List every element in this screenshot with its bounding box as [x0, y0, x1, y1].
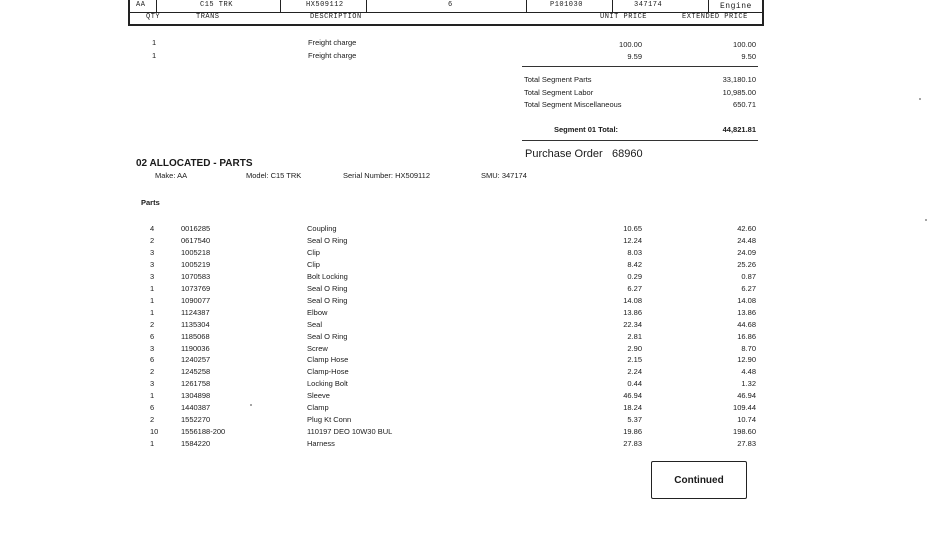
part-unit-price: 2.24	[627, 367, 642, 377]
part-description: Plug Kt Conn	[307, 415, 352, 425]
table-row	[0, 344, 931, 356]
col-qty: QTY	[146, 13, 161, 21]
part-qty: 4	[150, 224, 155, 233]
charge-unit-price: 9.59	[627, 52, 642, 61]
totals-bottom-rule	[522, 140, 758, 141]
part-unit-price: 14.08	[623, 295, 642, 305]
part-extended-price: 24.48	[737, 235, 756, 245]
part-qty: 6	[150, 403, 155, 413]
col-unit-price: UNIT PRICE	[600, 13, 648, 21]
table-row	[0, 415, 931, 427]
part-extended-price: 8.70	[741, 343, 756, 353]
table-row	[0, 272, 931, 284]
part-extended-price: 1.32	[741, 379, 756, 389]
part-number: 1440387	[181, 403, 211, 413]
part-description: Sleeve	[307, 391, 330, 401]
total-segment-misc-value: 650.71	[733, 100, 756, 109]
table-row	[0, 224, 931, 236]
part-unit-price: 0.44	[627, 379, 642, 389]
part-qty: 2	[150, 235, 155, 245]
part-extended-price: 16.86	[737, 331, 756, 341]
part-description: Elbow	[307, 307, 328, 317]
col-description: DESCRIPTION	[310, 13, 362, 21]
part-number: 1245258	[181, 367, 211, 377]
header-po: P101030	[550, 1, 583, 9]
part-unit-price: 2.90	[627, 343, 642, 353]
section-title: 02 ALLOCATED - PARTS	[136, 158, 253, 169]
purchase-order-number: 68960	[612, 148, 643, 160]
part-unit-price: 27.83	[623, 439, 642, 449]
part-extended-price: 109.44	[733, 403, 756, 413]
part-number: 0016285	[181, 224, 211, 233]
part-unit-price: 6.27	[627, 283, 642, 293]
part-qty: 1	[150, 307, 155, 317]
table-row	[0, 284, 931, 296]
continued-box	[651, 461, 747, 499]
part-qty: 1	[150, 295, 155, 305]
part-description: Seal O Ring	[307, 283, 348, 293]
purchase-order-label: Purchase Order	[525, 148, 603, 160]
part-unit-price: 18.24	[623, 403, 642, 413]
part-number: 1070583	[181, 271, 211, 281]
part-unit-price: 5.37	[627, 415, 642, 425]
part-qty: 1	[150, 439, 155, 449]
col-trans: TRANS	[196, 13, 220, 21]
part-qty: 3	[150, 271, 155, 281]
part-number: 1073769	[181, 283, 211, 293]
table-row	[0, 296, 931, 308]
table-row	[0, 403, 931, 415]
part-qty: 3	[150, 343, 155, 353]
part-number: 1552270	[181, 415, 211, 425]
part-description: Coupling	[307, 224, 337, 233]
header-number: 6	[448, 1, 453, 9]
part-qty: 3	[150, 247, 155, 257]
part-extended-price: 198.60	[733, 427, 756, 437]
part-qty: 2	[150, 367, 155, 377]
part-extended-price: 13.86	[737, 307, 756, 317]
parts-heading: Parts	[141, 198, 160, 207]
part-number: 1185068	[181, 331, 210, 341]
part-extended-price: 14.08	[737, 295, 756, 305]
table-row	[0, 439, 931, 451]
part-description: Locking Bolt	[307, 379, 348, 389]
table-row	[0, 260, 931, 272]
table-row	[0, 391, 931, 403]
part-number: 1090077	[181, 295, 211, 305]
section-model: Model: C15 TRK	[246, 171, 302, 180]
part-qty: 6	[150, 331, 155, 341]
part-description: Harness	[307, 439, 335, 449]
part-description: Clip	[307, 259, 320, 269]
part-description: Seal O Ring	[307, 235, 348, 245]
part-qty: 1	[150, 283, 155, 293]
header-model: C15 TRK	[200, 1, 233, 9]
part-number: 1124387	[181, 307, 210, 317]
part-unit-price: 0.29	[627, 271, 642, 281]
part-unit-price: 13.86	[623, 307, 642, 317]
scan-speck	[925, 219, 927, 221]
part-qty: 6	[150, 355, 155, 365]
part-unit-price: 19.86	[623, 427, 642, 437]
part-extended-price: 25.26	[737, 259, 756, 269]
table-row	[0, 355, 931, 367]
part-extended-price: 46.94	[737, 391, 756, 401]
charge-qty: 1	[152, 51, 157, 60]
part-extended-price: 10.74	[737, 415, 756, 425]
part-number: 1261758	[181, 379, 211, 389]
charge-extended-price: 100.00	[733, 40, 756, 49]
part-qty: 1	[150, 391, 155, 401]
table-row	[0, 379, 931, 391]
part-qty: 3	[150, 379, 155, 389]
table-row	[0, 332, 931, 344]
col-extended-price: EXTENDED PRICE	[682, 13, 748, 21]
part-description: Screw	[307, 343, 328, 353]
part-number: 1240257	[181, 355, 211, 365]
table-row	[0, 236, 931, 248]
total-segment-labor-value: 10,985.00	[722, 88, 756, 97]
charge-description: Freight charge	[308, 51, 357, 60]
header-type: Engine	[720, 2, 752, 11]
header-smu: 347174	[634, 1, 663, 9]
part-extended-price: 44.68	[737, 319, 756, 329]
part-number: 1304898	[181, 391, 211, 401]
section-serial-number: Serial Number: HX509112	[343, 171, 430, 180]
part-description: Seal O Ring	[307, 295, 348, 305]
part-number: 1556188-200	[181, 427, 226, 437]
part-number: 1190036	[181, 343, 210, 353]
part-extended-price: 4.48	[741, 367, 756, 377]
table-row	[0, 320, 931, 332]
continued-label: Continued	[674, 474, 724, 486]
part-unit-price: 12.24	[623, 235, 642, 245]
part-extended-price: 6.27	[741, 283, 756, 293]
part-unit-price: 10.65	[623, 224, 642, 233]
total-segment-misc-label: Total Segment Miscellaneous	[524, 100, 622, 109]
charge-unit-price: 100.00	[619, 40, 642, 49]
invoice-header-box	[128, 0, 764, 26]
charge-description: Freight charge	[308, 38, 357, 47]
part-qty: 2	[150, 415, 155, 425]
part-unit-price: 46.94	[623, 391, 642, 401]
part-extended-price: 12.90	[737, 355, 756, 365]
table-row	[0, 308, 931, 320]
header-serial: HX509112	[306, 1, 344, 9]
part-description: Clamp	[307, 403, 329, 413]
part-extended-price: 24.09	[737, 247, 756, 257]
segment-total-value: 44,821.81	[722, 125, 756, 134]
part-number: 1005218	[181, 247, 211, 257]
section-make: Make: AA	[155, 171, 188, 180]
part-description: Clamp-Hose	[307, 367, 349, 377]
segment-total-label: Segment 01 Total:	[554, 125, 619, 134]
part-unit-price: 8.03	[627, 247, 642, 257]
part-extended-price: 42.60	[737, 224, 756, 233]
charge-extended-price: 9.50	[741, 52, 756, 61]
table-row	[0, 248, 931, 260]
part-description: Bolt Locking	[307, 271, 348, 281]
part-description: Clip	[307, 247, 320, 257]
part-unit-price: 8.42	[627, 259, 642, 269]
header-make: AA	[136, 1, 146, 9]
part-number: 0617540	[181, 235, 211, 245]
part-unit-price: 2.81	[627, 331, 642, 341]
part-description: 110197 DEO 10W30 BUL	[307, 427, 393, 437]
part-description: Clamp Hose	[307, 355, 349, 365]
total-segment-parts-value: 33,180.10	[722, 75, 756, 84]
scan-speck	[919, 98, 921, 100]
part-unit-price: 2.15	[627, 355, 642, 365]
part-qty: 2	[150, 319, 155, 329]
charge-qty: 1	[152, 38, 157, 47]
part-description: Seal O Ring	[307, 331, 348, 341]
part-number: 1005219	[181, 259, 211, 269]
part-extended-price: 0.87	[741, 271, 756, 281]
scan-speck	[250, 404, 252, 406]
part-description: Seal	[307, 319, 323, 329]
table-row	[0, 367, 931, 379]
part-qty: 3	[150, 259, 155, 269]
section-smu: SMU: 347174	[481, 171, 527, 180]
total-segment-labor-label: Total Segment Labor	[524, 88, 594, 97]
part-unit-price: 22.34	[623, 319, 642, 329]
part-number: 1135304	[181, 319, 210, 329]
part-number: 1584220	[181, 439, 211, 449]
part-qty: 10	[150, 427, 159, 437]
total-segment-parts-label: Total Segment Parts	[524, 75, 592, 84]
totals-top-rule	[522, 66, 758, 67]
part-extended-price: 27.83	[737, 439, 756, 449]
table-row	[0, 427, 931, 439]
